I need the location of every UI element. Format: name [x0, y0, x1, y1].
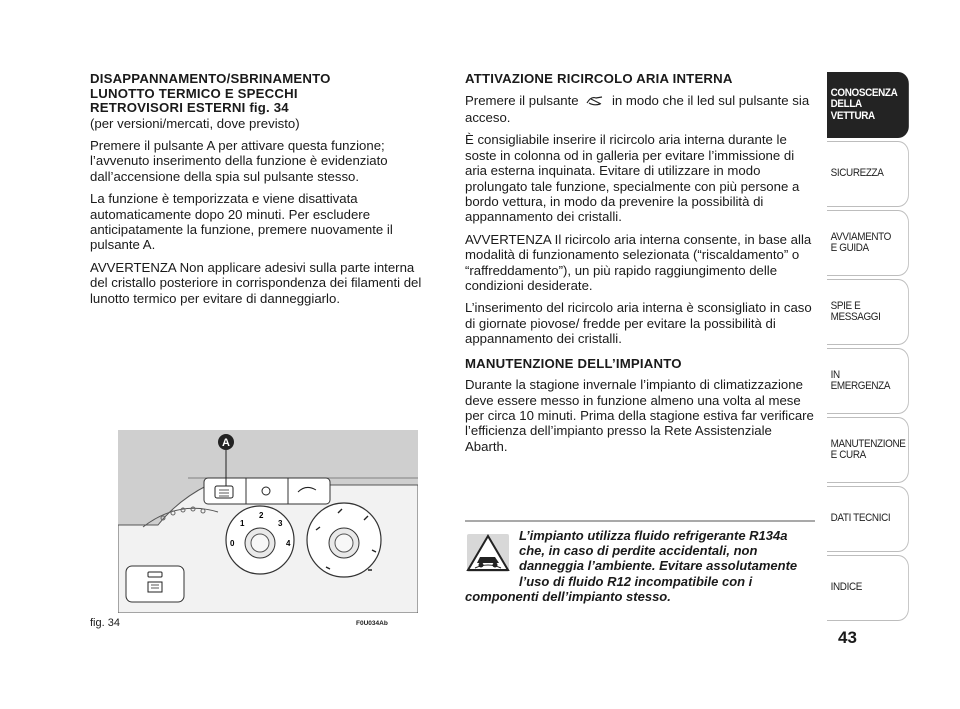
knob-number: 4	[286, 539, 291, 548]
paragraph: Premere il pulsante in modo che il led sul pulsante sia acceso.	[465, 92, 810, 125]
tab-indice[interactable]: INDICE	[827, 555, 909, 621]
tab-spie-e-messaggi[interactable]: SPIE E MESSAGGI	[827, 279, 909, 345]
climate-control-figure	[118, 430, 418, 613]
paragraph: Premere il pulsante A per attivare questa funzione; l’avvenuto inserimento della funzione è evidenziato dall’accensione della spia sul pulsante stesso.	[90, 137, 388, 184]
section-subtitle: (per versioni/mercati, dove previsto)	[90, 115, 300, 131]
page-number: 43	[838, 628, 857, 647]
tab-conoscenza-della-vettura[interactable]: CONOSCENZA DELLA VETTURA	[827, 72, 909, 138]
climate-panel-drawing	[118, 430, 418, 613]
paragraph: AVVERTENZA Il ricircolo aria interna consente, in base alla modalità di funzionamento selezionata (“riscaldamento” o “raffreddamento”), un più rapido raggiungimento delle condizioni desiderate.	[465, 231, 812, 293]
section-heading-maintenance: MANUTENZIONE DELL’IMPIANTO	[465, 355, 682, 371]
right-column	[465, 72, 815, 461]
paragraph: La funzione è temporizzata e viene disattivata automaticamente dopo 20 minuti. Per escludere anticipatamente la funzione, premere nuovamente il pulsante A.	[90, 191, 393, 253]
warning-divider	[465, 520, 815, 522]
knob-number: 3	[278, 519, 283, 528]
paragraph: AVVERTENZA Non applicare adesivi sulla parte interna del cristallo posteriore in corrispondenza dei filamenti del lunotto termico per evitare di danneggiarlo.	[90, 259, 422, 306]
left-column	[90, 72, 435, 313]
section-heading-recirculation: ATTIVAZIONE RICIRCOLO ARIA INTERNA	[465, 71, 733, 86]
tab-dati-tecnici[interactable]: DATI TECNICI	[827, 486, 909, 552]
section-heading-defrost: DISAPPANNAMENTO/SBRINAMENTO LUNOTTO TERMICO E SPECCHI RETROVISORI ESTERNI fig. 34	[90, 71, 331, 115]
knob-number: 1	[240, 519, 245, 528]
paragraph: È consigliabile inserire il ricircolo aria interna durante le soste in colonna od in galleria per evitare l’immissione di aria esterna inquinata. Evitare di utilizzare in modo prolungato tale funzione, specialmente con più persone a bordo vettura, in modo da prevenire la possibilità di appannamento dei cristalli.	[465, 132, 800, 225]
warning-box	[465, 520, 815, 604]
environment-warning-icon	[465, 532, 511, 574]
knob-number: 0	[230, 539, 235, 548]
figure-code: F0U034Ab	[356, 620, 388, 627]
paragraph: L’inserimento del ricircolo aria interna è sconsigliato in caso di giornate piovose/ fredde per evitare la possibilità di appannamento dei cristalli.	[465, 300, 812, 347]
figure-caption: fig. 34	[90, 617, 120, 629]
button-a-label: A	[222, 437, 230, 449]
tab-avviamento-e-guida[interactable]: AVVIAMENTO E GUIDA	[827, 210, 909, 276]
recirculation-icon	[585, 95, 605, 110]
tab-manutenzione-e-cura[interactable]: MANUTENZIONE E CURA	[827, 417, 909, 483]
paragraph: Durante la stagione invernale l’impianto di climatizzazione deve essere messo in funzione almeno una volta al mese per circa 10 minuti. Prima della stagione estiva far verificare l’efficienza dell’impianto presso la Rete Assistenziale Abarth.	[465, 377, 814, 454]
warning-text: L’impianto utilizza fluido refrigerante R134a che, in caso di perdite accidentali, non danneggia l’ambiente. Evitare assolutamente l’uso di fluido R12 incompatibile con i componenti dell’impianto stesso.	[465, 528, 798, 604]
tab-in-emergenza[interactable]: IN EMERGENZA	[827, 348, 909, 414]
tab-sicurezza[interactable]: SICUREZZA	[827, 141, 909, 207]
knob-number: 2	[259, 511, 264, 520]
